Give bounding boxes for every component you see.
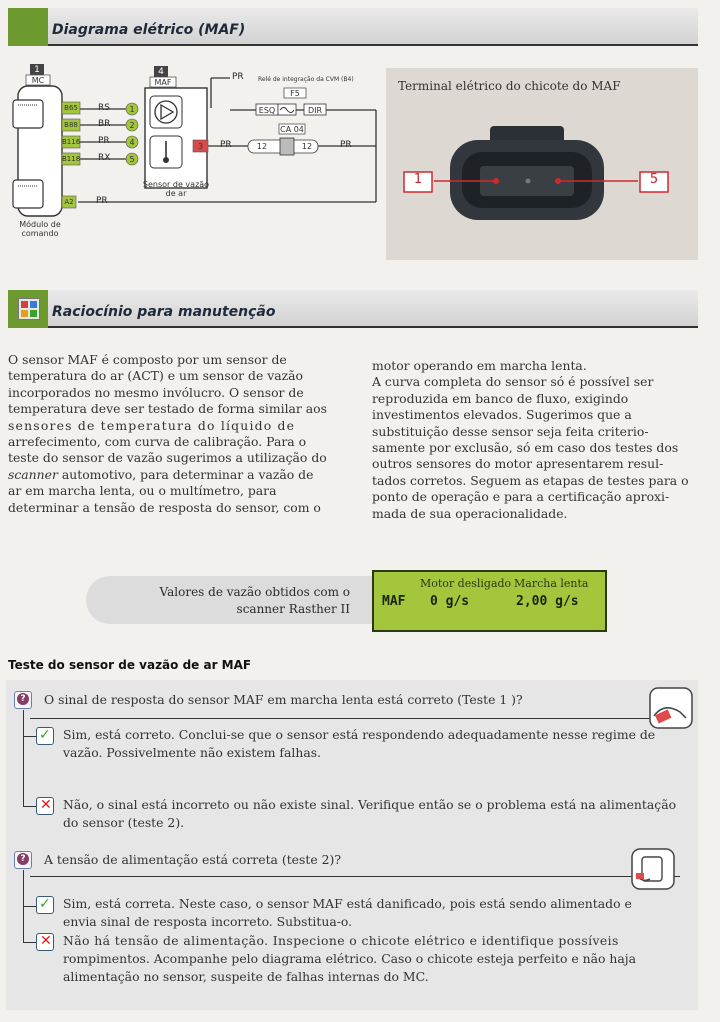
test-title: Teste do sensor de vazão de ar MAF (8, 658, 252, 672)
body-paragraph-right (372, 358, 698, 522)
question-2: A tensão de alimentação está correta (teste 2)? (44, 852, 341, 867)
puzzle-icon (18, 298, 40, 320)
text-line: A curva completa do sensor só é possível ser (372, 374, 654, 390)
separator-line (30, 718, 680, 719)
header-accent (8, 8, 48, 46)
wire-label: RX (98, 153, 111, 163)
check-icon: ✓ (36, 727, 54, 745)
wire-label: PR (96, 196, 108, 206)
fuse-label: F5 (290, 89, 300, 98)
mc-name-line: comando (21, 229, 59, 238)
mc-pin-2: B88 (64, 121, 78, 129)
text-line: sensores de temperatura do líquido de (8, 417, 296, 433)
ca04-label: CA 04 (280, 125, 304, 134)
mc-code: MC (31, 76, 45, 85)
text-line: determinar a tensão de resposta do sensor, com o (8, 499, 321, 515)
mc-pin-1: B65 (64, 104, 78, 112)
wire-label: BR (98, 119, 111, 129)
text-line: substituição desse sensor seja feita criterio- (372, 423, 649, 439)
scanner-lcd (372, 570, 607, 632)
section-title: Diagrama elétrico (MAF) (52, 22, 246, 38)
lcd-value-off: 0 g/s (430, 594, 470, 609)
maf-name (126, 180, 226, 198)
text-line: tados corretos. Seguem as etapas de testes para o (372, 472, 689, 488)
answer-1-no-line-1: Não, o sinal está incorreto ou não existe sinal. Verifique então se o problema está na alimentação (63, 797, 677, 812)
section-header-diagram (8, 8, 698, 46)
maf-pin-label: 4 (129, 138, 135, 147)
wire-label-top: PR (232, 72, 244, 82)
connector-photo-panel (386, 68, 698, 260)
wire-label: RS (98, 103, 110, 113)
mc-pin-3: B116 (62, 138, 81, 146)
mc-name-line: Módulo de (19, 220, 61, 229)
lcd-sensor-name: MAF (382, 594, 406, 609)
header-accent (8, 290, 48, 328)
question-1: O sinal de resposta do sensor MAF em marcha lenta está correto (Teste 1 )? (44, 692, 523, 707)
answer-2-no-line-3: alimentação no sensor, suspeite de falhas internas do MC. (63, 969, 429, 984)
wiring-diagram (8, 58, 386, 258)
lcd-value-idle: 2,00 g/s (516, 594, 579, 609)
dir-label: DIR (307, 106, 323, 115)
mc-pin-a2: A2 (64, 198, 74, 206)
connector-pin: 12 (256, 142, 268, 151)
connector-pin: 12 (301, 142, 313, 151)
scanner-caption (86, 576, 386, 624)
connector-photo (386, 68, 698, 260)
text-line: ponto de operação e para a certificação aproxi- (372, 489, 670, 505)
maf-pin-label: 1 (129, 105, 135, 114)
separator-line (30, 876, 680, 877)
answer-1-yes-line-2: vazão. Possivelmente não existem falhas. (63, 745, 322, 760)
maf-pin-label: 2 (129, 121, 135, 130)
multimeter-icon (628, 847, 678, 893)
mc-pin-4: B118 (62, 155, 81, 163)
text-line: reproduzida em banco de fluxo, exigindo (372, 390, 629, 406)
text-line: mada de sua operacionalidade. (372, 505, 568, 521)
wire-label-pr-left: PR (220, 140, 232, 150)
section-header-maintenance (8, 290, 698, 328)
text-line (8, 467, 331, 483)
text-line: temperatura do ar (ACT) e um sensor de vazão (8, 368, 303, 384)
text-line: investimentos elevados. Sugerimos que a (372, 407, 632, 423)
body-paragraph-left (8, 352, 331, 516)
answer-2-no-line-1: Não há tensão de alimentação. Inspecione o chicote elétrico e identifique possíveis (63, 933, 619, 948)
check-icon: ✓ (36, 896, 54, 914)
answer-2-yes-line-2: envia sinal de resposta incorreto. Substitua-o. (63, 914, 353, 929)
maf-pin-label: 5 (129, 155, 135, 164)
photo-title: Terminal elétrico do chicote do MAF (398, 79, 621, 93)
text-line: samente por exclusão, só em caso dos testes dos (372, 440, 679, 456)
scanner-term: scanner (8, 466, 58, 482)
answer-2-yes-line-1: Sim, está correta. Neste caso, o sensor MAF está danificado, pois está sendo alimentado e (63, 896, 632, 911)
text-line: temperatura deve ser testado de forma similar aos (8, 401, 327, 417)
test-flow-box (6, 680, 698, 1010)
tree-line (23, 710, 24, 807)
lcd-header-off: Motor desligado (420, 577, 512, 590)
text-line: teste do sensor de vazão sugerimos a utilização do (8, 450, 327, 466)
question-icon: ? (14, 851, 32, 869)
answer-1-yes-line-1: Sim, está correto. Conclui-se que o sensor está respondendo adequadamente nesse regime de (63, 727, 656, 742)
question-icon: ? (14, 691, 32, 709)
maf-name-line: Sensor de vazão (142, 180, 210, 189)
relay-label: Relé de integração da CVM (B4) (258, 76, 354, 83)
text-line: incorporados no mesmo invólucro. O sensor de (8, 384, 304, 400)
answer-2-no-line-2: rompimentos. Acompanhe pelo diagrama elétrico. Caso o chicote esteja perfeito e não haja (63, 951, 636, 966)
cross-icon: ✕ (36, 933, 54, 951)
scanner-caption-line: Valores de vazão obtidos com o (159, 585, 350, 599)
answer-1-no-line-2: do sensor (teste 2). (63, 815, 185, 830)
esq-label: ESQ (258, 106, 276, 115)
wire-label: PR (98, 136, 110, 146)
text-line: motor operando em marcha lenta. (372, 358, 587, 373)
lcd-header-idle: Marcha lenta (514, 577, 589, 590)
text-line: O sensor MAF é composto por um sensor de (8, 352, 287, 367)
text-line: arrefecimento, com curva de calibração. Para o (8, 434, 307, 450)
text-line: outros sensores do motor apresentarem resul- (372, 456, 664, 472)
maf-pin-3: 3 (197, 142, 204, 151)
cross-icon: ✕ (36, 797, 54, 815)
mc-name (8, 220, 72, 238)
maf-number: 4 (158, 67, 164, 77)
scanner-caption-line: scanner Rasther II (236, 602, 350, 616)
text-line: ar em marcha lenta, ou o multímetro, para (8, 483, 277, 499)
section-title: Raciocínio para manutenção (52, 304, 276, 320)
callout-pin-1: 1 (413, 172, 423, 187)
callout-pin-5: 5 (649, 172, 659, 187)
maf-code: MAF (154, 78, 172, 87)
text-span: automotivo, para determinar a vazão de (57, 466, 314, 482)
wire-label-pr-right: PR (340, 140, 352, 150)
mc-number: 1 (34, 65, 40, 75)
maf-name-line: de ar (165, 189, 187, 198)
